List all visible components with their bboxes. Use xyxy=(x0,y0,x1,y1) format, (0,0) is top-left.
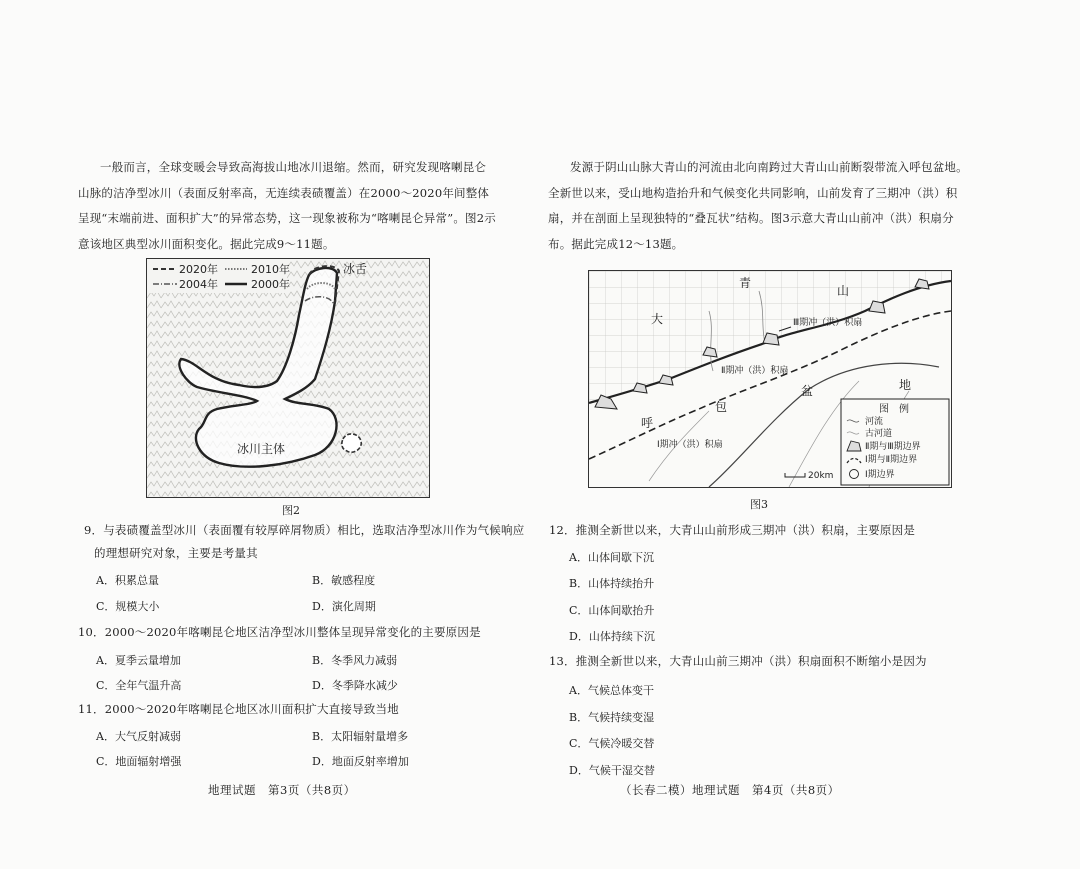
label-bao: 包 xyxy=(715,400,728,414)
legend-2000: 2000年 xyxy=(251,278,290,291)
figure-2-glacier-map xyxy=(146,258,430,498)
question-12-option-a[interactable]: A．山体间歇下沉 xyxy=(569,551,654,564)
label-di: 地 xyxy=(899,378,912,392)
left-page-footer: 地理试题 第3页（共8页） xyxy=(208,783,356,797)
ice-patch xyxy=(342,434,361,452)
glacier-map-svg xyxy=(147,259,429,497)
question-11-option-d[interactable]: D．地面反射率增加 xyxy=(312,755,409,768)
question-13-stem: 13．推测全新世以来，大青山山前三期冲（洪）积扇面积不断缩小是因为 xyxy=(549,654,927,668)
question-9-line2: 的理想研究对象，主要是考量其 xyxy=(94,546,258,560)
question-9-line1: 9．与表碛覆盖型冰川（表面覆有较厚碎屑物质）相比，选取洁净型冰川作为气候响应 xyxy=(84,523,525,537)
question-13-option-b[interactable]: B．气候持续变湿 xyxy=(569,711,655,724)
legend-b12: Ⅰ期与Ⅱ期边界 xyxy=(865,455,918,465)
question-9-option-c[interactable]: C．规模大小 xyxy=(96,600,160,613)
right-intro-paragraph: 发源于阴山山脉大青山的河流由北向南跨过大青山山前断裂带流入呼包盆地。全新世以来，受山地构造抬升和气候变化共同影响，山前发育了三期冲（洪）积扇，并在剖面上呈现独特的“叠瓦状”结构。图3示意大青山山前冲（洪）积扇分布。据此完成12～13题。 xyxy=(548,160,968,251)
label-pen: 盆 xyxy=(801,384,814,398)
question-12-option-d[interactable]: D．山体持续下沉 xyxy=(569,630,655,643)
legend-b23: Ⅱ期与Ⅲ期边界 xyxy=(865,442,921,452)
label-glacier-body: 冰川主体 xyxy=(237,442,286,456)
label-fan-1: Ⅰ期冲（洪）积扇 xyxy=(657,440,723,450)
question-11-option-c[interactable]: C．地面辐射增强 xyxy=(96,755,182,768)
question-10-option-d[interactable]: D．冬季降水减少 xyxy=(312,679,398,692)
scale-label: 20km xyxy=(808,471,834,481)
question-10-option-a[interactable]: A．夏季云量增加 xyxy=(96,654,181,667)
label-qing: 青 xyxy=(739,276,752,290)
legend-2020: 2020年 xyxy=(179,263,218,276)
question-11-stem: 11．2000～2020年喀喇昆仑地区冰川面积扩大直接导致当地 xyxy=(78,702,399,716)
legend-old-river: 古河道 xyxy=(865,429,893,439)
question-12-stem: 12．推测全新世以来，大青山山前形成三期冲（洪）积扇，主要原因是 xyxy=(549,523,916,537)
legend-river: 河流 xyxy=(865,417,884,427)
question-12-option-b[interactable]: B．山体持续抬升 xyxy=(569,577,655,590)
label-da: 大 xyxy=(651,312,664,326)
figure-2-caption: 图2 xyxy=(282,504,300,517)
question-10-option-b[interactable]: B．冬季风力减弱 xyxy=(312,654,398,667)
question-11-option-a[interactable]: A．大气反射减弱 xyxy=(96,730,181,743)
label-shan: 山 xyxy=(837,284,850,298)
legend-2010: 2010年 xyxy=(251,263,290,276)
question-9-option-b[interactable]: B．敏感程度 xyxy=(312,574,376,587)
question-9-option-d[interactable]: D．演化周期 xyxy=(312,600,376,613)
label-ice-tongue: 冰舌 xyxy=(343,262,368,276)
question-9-option-a[interactable]: A．积累总量 xyxy=(96,574,159,587)
question-13-option-a[interactable]: A．气候总体变干 xyxy=(569,684,654,697)
legend-b1: Ⅰ期边界 xyxy=(865,470,895,480)
right-page-footer: （长春二模）地理试题 第4页（共8页） xyxy=(620,783,840,797)
legend-2004: 2004年 xyxy=(179,278,218,291)
question-13-option-c[interactable]: C．气候冷暖交替 xyxy=(569,737,655,750)
question-9-stem xyxy=(84,519,524,565)
label-hu: 呼 xyxy=(641,416,654,430)
alluvial-fan-map-svg xyxy=(589,271,951,487)
figure-3-caption: 图3 xyxy=(750,498,768,511)
question-12-option-c[interactable]: C．山体间歇抬升 xyxy=(569,604,655,617)
label-fan-3: Ⅲ期冲（洪）积扇 xyxy=(793,318,863,328)
legend-title: 图 例 xyxy=(879,404,909,415)
label-fan-2: Ⅱ期冲（洪）积扇 xyxy=(721,366,789,376)
question-10-stem: 10．2000～2020年喀喇昆仑地区洁净型冰川整体呈现异常变化的主要原因是 xyxy=(78,625,481,639)
question-11-option-b[interactable]: B．太阳辐射量增多 xyxy=(312,730,409,743)
question-13-option-d[interactable]: D．气候干湿交替 xyxy=(569,764,655,777)
left-intro-paragraph: 一般而言，全球变暖会导致高海拔山地冰川退缩。然而，研究发现喀喇昆仑山脉的洁净型冰川（表面反射率高，无连续表碛覆盖）在2000～2020年间整体呈现“末端前进、面积扩大”的异常态势，这一现象被称为“喀喇昆仑异常”。图2示意该地区典型冰川面积变化。据此完成9～11题。 xyxy=(78,160,496,251)
question-10-option-c[interactable]: C．全年气温升高 xyxy=(96,679,182,692)
figure-3-alluvial-fan-map xyxy=(588,270,952,488)
